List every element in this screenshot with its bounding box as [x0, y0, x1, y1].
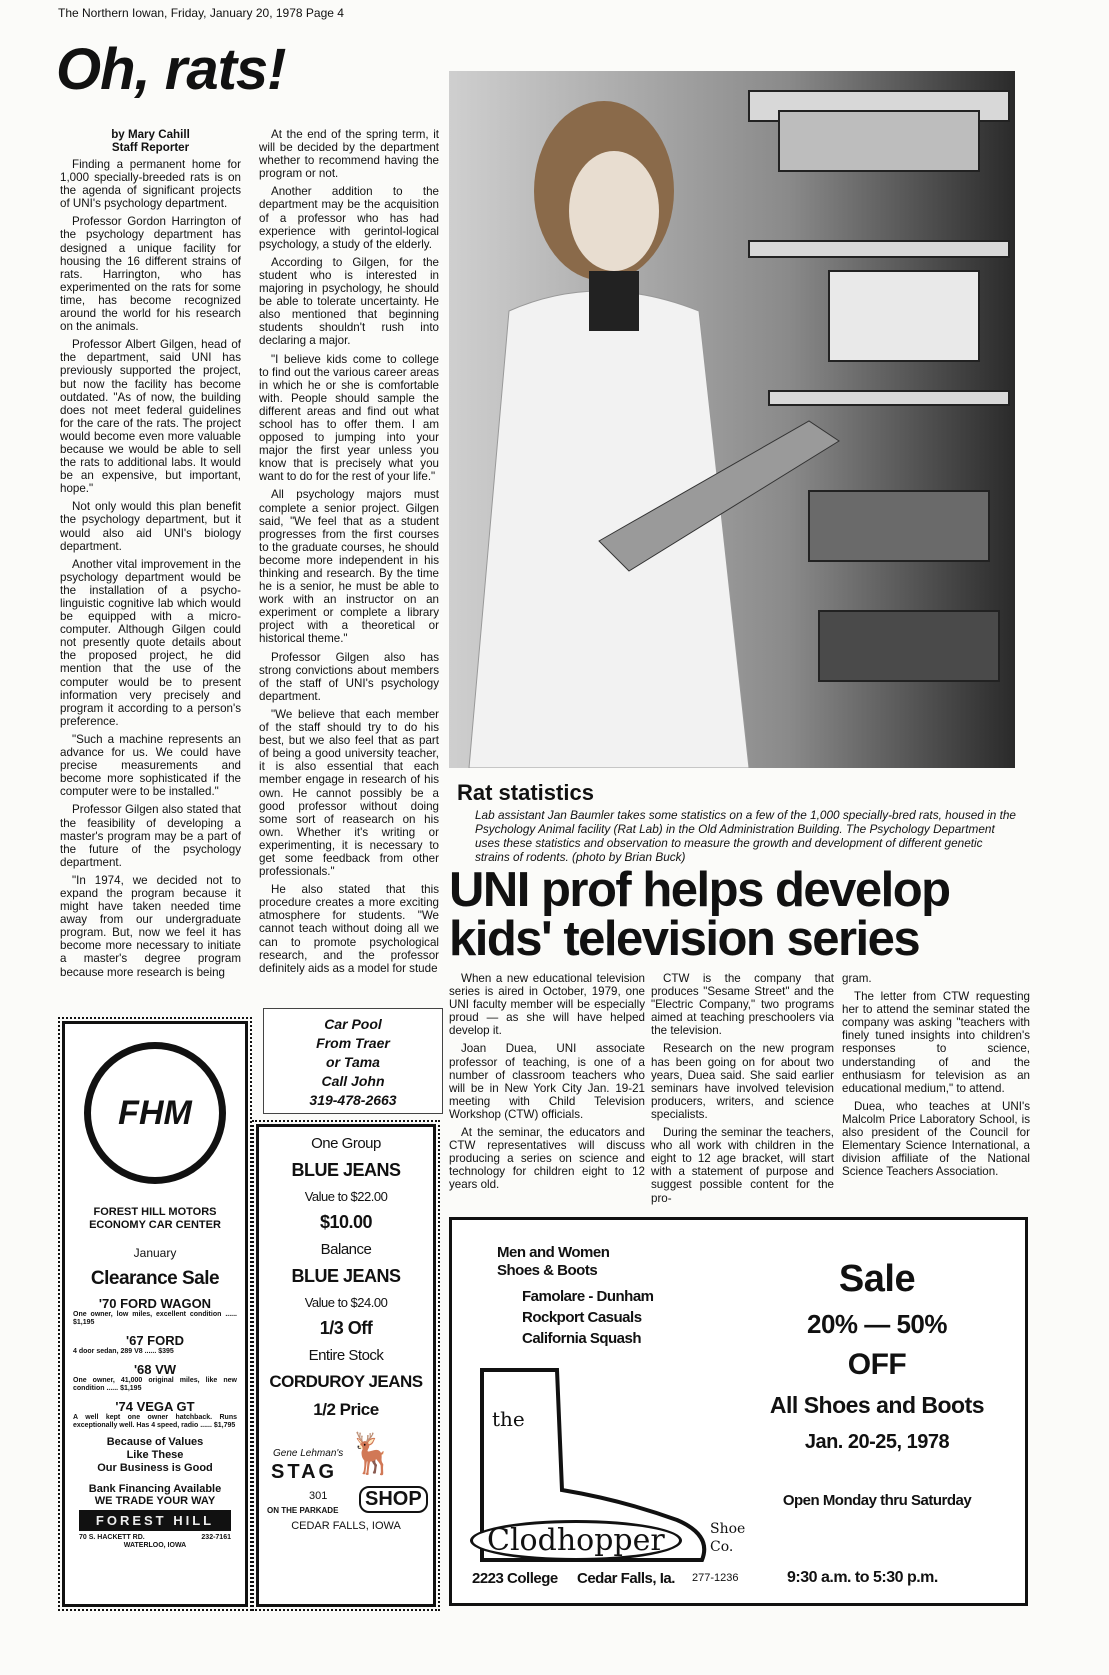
- paragraph: According to Gilgen, for the student who is interested in majoring in psychology, he should be able to tolerate uncertainty. He also mentioned that beginning students shouldn't rush into declaring a major.: [259, 255, 439, 348]
- photo-caption: Lab assistant Jan Baumler takes some statistics on a few of the 1,000 specially-bred rats, housed in the Psychology Animal facility (Rat Lab) in the Old Administration Building. The Psychology Department uses these statistics and observation to measure the growth and development of different genetic strains of rodents. (photo by Brian Buck): [475, 808, 1016, 864]
- paragraph: All psychology majors must complete a senior project. Gilgen said, "We feel that as a student progresses from the first courses to the graduate courses, he should become more independent in his thinking and research. By the time he is a senior, he must be able to work with an instructor on an experiment or complete a library project with a theoretical or historical theme.": [259, 488, 439, 646]
- paragraph: Professor Gordon Harrington of the psychology department has designed a unique facility for housing the 16 different strains of rats. Harrington, who has experimented on the rats for some time, has become recognized around the world for his research on the animals.: [60, 215, 241, 334]
- stag-offer-lines: [259, 1135, 433, 1420]
- brand: California Squash: [522, 1330, 642, 1347]
- paragraph: Professor Gilgen also has strong convictions about members of the staff of UNI's psychology department.: [259, 650, 439, 703]
- all-shoes: All Shoes and Boots: [769, 1392, 985, 1418]
- car-listing: '70 FORD WAGON One owner, low miles, excellent condition ...... $1,195: [73, 1296, 237, 1326]
- carpool-line: From Traer: [316, 1035, 390, 1051]
- the-text: the: [492, 1407, 525, 1431]
- brand: Famolare - Dunham: [522, 1288, 654, 1305]
- carpool-phone: 319-478-2663: [309, 1092, 397, 1108]
- car-listing: '74 VEGA GT A well kept one owner hatchback. Runs exceptionally well. Has 4 speed, radio ...... $1,795: [73, 1399, 237, 1429]
- paragraph: Joan Duea, UNI associate professor of teaching, is one of a number of classroom teachers who will be in New York City Jan. 19-21 meeting with Child Television Workshop (CTW) officials.: [449, 1042, 645, 1121]
- deer-icon: 🦌: [347, 1432, 397, 1476]
- paragraph: Another addition to the department may be the acquisition of a professor who has had experience with gerintol-logical psychology, a study of the elderly.: [259, 185, 439, 251]
- car-description: 4 door sedan, 289 V8: [73, 1348, 143, 1355]
- store-city: Cedar Falls, Ia.: [577, 1570, 675, 1587]
- stag-offer-line: CORDUROY JEANS: [269, 1372, 423, 1391]
- car-listing: '67 FORD 4 door sedan, 289 V8 ...... $395: [73, 1333, 237, 1356]
- paragraph: Finding a permanent home for 1,000 specially-breeded rats is on the agenda of significant projects of UNI's psychology department.: [60, 158, 241, 211]
- brand-list: [522, 1286, 654, 1349]
- stag-offer-line: Entire Stock: [308, 1347, 384, 1364]
- store-number: 301: [309, 1490, 328, 1502]
- sale-dates: Jan. 20-25, 1978: [804, 1431, 950, 1453]
- paragraph: Research on the new program has been going on for about two years, Duea said. She said earlier seminars have involved television producers, writers, and science specialists.: [651, 1042, 834, 1121]
- car-name: '67 FORD: [126, 1333, 184, 1348]
- forest-hill-logo: FHM: [84, 1042, 226, 1184]
- heading-line: Men and Women: [497, 1244, 610, 1261]
- sale-block: [732, 1258, 1022, 1509]
- car-name: '74 VEGA GT: [115, 1399, 195, 1414]
- paragraph: The letter from CTW requesting her to attend the seminar stated the company was asking "teachers with finely tuned insights into children's responses to science, understanding of and the enthusiasm for television as an educational medium," to attend.: [842, 990, 1030, 1095]
- paragraph: During the seminar the teachers, who all work with children in the eight to 12 age bracket, will start with a statement of purpose and suggest possible content for the pro-: [651, 1126, 834, 1205]
- car-listing: '68 VW One owner, 41,000 original miles, like new condition ...... $1,195: [73, 1362, 237, 1392]
- financing: Bank Financing Available: [88, 1483, 222, 1495]
- forest-hill-banner: FOREST HILL: [79, 1510, 231, 1531]
- lab-assistant-image: [449, 71, 1015, 768]
- car-price: $1,195: [73, 1319, 95, 1326]
- paragraph: Professor Gilgen also stated that the feasibility of developing a master's program may be a part of the future of the psychology department.: [60, 803, 241, 869]
- paragraph: At the seminar, the educators and CTW representatives will discuss producing a series on science and technology for children eight to 12 years old.: [449, 1126, 645, 1192]
- store-address: 2223 College: [472, 1570, 558, 1587]
- discount-range: 20% — 50%: [806, 1309, 948, 1339]
- stag-offer-line: 1/3 Off: [319, 1318, 373, 1338]
- shop-word: SHOP: [359, 1486, 428, 1513]
- stag-offer-line: Balance: [320, 1241, 372, 1258]
- stag-shop-ad: [256, 1124, 436, 1607]
- paragraph: Not only would this plan benefit the psychology department, but it would also aid UNI's biology department.: [60, 500, 241, 553]
- store-hours: 9:30 a.m. to 5:30 p.m.: [787, 1569, 938, 1586]
- sale-word: Sale: [838, 1258, 916, 1300]
- shoe-co: [710, 1520, 745, 1556]
- carpool-line: or Tama: [326, 1054, 380, 1070]
- slogan-line: Like These: [126, 1449, 184, 1461]
- paragraph: gram.: [842, 972, 872, 985]
- stag-offer-line: One Group: [311, 1135, 381, 1152]
- shoe-co-line: Shoe: [710, 1521, 746, 1537]
- trade-slogan: WE TRADE YOUR WAY: [94, 1495, 216, 1507]
- paragraph: Another vital improvement in the psychology department would be the installation of a psycho-linguistic cognitive lab which would be equipped with a micro-computer. Although Gilgen could not presently quote details about the proposed project, he did mention that the use of the computer would be to present information very precisely and program it according to a person's preference.: [60, 557, 241, 728]
- slogan-line: Because of Values: [106, 1436, 204, 1448]
- rats-column-2: [259, 128, 439, 1014]
- folio: The Northern Iowan, Friday, January 20, 1978 Page 4: [58, 6, 344, 20]
- open-days: Open Monday thru Saturday: [782, 1492, 972, 1509]
- stag-offer-line: 1/2 Price: [313, 1400, 379, 1419]
- shoe-co-line: Co.: [710, 1539, 734, 1555]
- heading-line: Shoes & Boots: [497, 1262, 598, 1279]
- carpool-line: Car Pool: [324, 1016, 382, 1032]
- rats-headline: Oh, rats!: [56, 37, 286, 102]
- sale-month: January: [133, 1246, 177, 1260]
- owner-name: Gene Lehman's: [273, 1448, 344, 1459]
- dealer-name: FOREST HILL MOTORS: [93, 1206, 217, 1218]
- dealer-subtitle: ECONOMY CAR CENTER: [89, 1219, 221, 1231]
- paragraph: At the end of the spring term, it will be decided by the department whether to recommend having the program or not.: [259, 128, 439, 181]
- car-description: One owner, low miles, excellent condition: [73, 1311, 222, 1318]
- stag-word: STAG: [271, 1461, 338, 1483]
- tv-column-1: [449, 972, 645, 1216]
- clodhopper-ad: [449, 1217, 1028, 1606]
- byline-name: by Mary Cahill: [111, 128, 190, 141]
- car-description: One owner, 41,000 original miles, like new condition: [73, 1377, 237, 1392]
- carpool-line: Call John: [321, 1073, 385, 1089]
- stag-offer-line: BLUE JEANS: [291, 1160, 401, 1180]
- paragraph: Duea, who teaches at UNI's Malcolm Price Laboratory School, is also president of the Council for Elementary Science International, a division affiliate of the National Science Teachers Association.: [842, 1099, 1030, 1179]
- shoes-heading: [497, 1244, 609, 1280]
- byline: [60, 128, 241, 154]
- lab-photo: [449, 71, 1015, 768]
- paragraph: Professor Albert Gilgen, head of the department, said UNI has previously supported the project, but now the facility has become outdated. "As of now, the building does not meet federal guidelines for the care of the rats. The project would become even more valuable because we would be able to sell the rats to additional labs. It would be an expensive, but important, hope.": [60, 338, 241, 496]
- clodhopper-logo: Clodhopper: [470, 1520, 682, 1561]
- car-name: '68 VW: [133, 1362, 177, 1377]
- dealer-address: 70 S. HACKETT RD.: [79, 1534, 145, 1541]
- stag-city: CEDAR FALLS, IOWA: [291, 1520, 401, 1532]
- tv-column-3: [842, 972, 1030, 1216]
- car-list: [65, 1296, 245, 1430]
- store-phone: 277-1236: [692, 1572, 739, 1584]
- forest-hill-motors-ad: [62, 1021, 248, 1607]
- paragraph: "In 1974, we decided not to expand the program because it might have taken needed time away from our undergraduate program. But, now we feel it has become more necessary to initiate a master's degree program because more research is being: [60, 873, 241, 979]
- stag-shop-logo: [259, 1428, 433, 1533]
- dealer-city: WATERLOO, IOWA: [123, 1542, 187, 1549]
- stag-offer-line: Value to $24.00: [304, 1295, 388, 1310]
- paragraph: "Such a machine represents an advance for us. We could have precise measurements and become more sophisticated if the computer were to be installed.": [60, 732, 241, 799]
- brand: Rockport Casuals: [522, 1309, 642, 1326]
- car-description: A well kept one owner hatchback. Runs exceptionally well. Has 4 speed, radio: [73, 1414, 237, 1429]
- sale-title: Clearance Sale: [90, 1268, 220, 1289]
- paragraph: When a new educational television series is aired in October, 1979, one UNI faculty member will be especially proud — as she will have helped develop it.: [449, 972, 645, 1038]
- car-price: $1,195: [120, 1385, 142, 1392]
- slogan-line: Our Business is Good: [97, 1462, 213, 1474]
- stag-offer-line: BLUE JEANS: [291, 1266, 401, 1286]
- paragraph: He also stated that this procedure creates a more exciting atmosphere for students. "We cannot teach without doing all we can to promote psychological research, and the professor definitely aids as a model for stude: [259, 883, 439, 975]
- car-price: $395: [158, 1348, 174, 1355]
- byline-title: Staff Reporter: [111, 141, 190, 154]
- photo-caption-heading: Rat statistics: [457, 780, 594, 805]
- paragraph: "We believe that each member of the staff should try to do his best, but we also feel that as part of being a good university teacher, it is also essential that each member engage in research of his own. He cannot possibly be a good professor without doing some sort of reasearch on his own. Whether it's writing or experimenting, it is necessary to get some feedback from other professionals.": [259, 707, 439, 879]
- dealer-phone: 232-7161: [201, 1534, 231, 1541]
- parkade: ON THE PARKADE: [267, 1506, 339, 1515]
- tv-column-2: [651, 972, 834, 1216]
- stag-offer-line: Value to $22.00: [304, 1189, 388, 1204]
- tv-headline: UNI prof helps develop kids' television series: [449, 863, 950, 966]
- rats-column-1: [60, 128, 241, 1014]
- off-word: OFF: [847, 1348, 907, 1381]
- car-pool-notice: [263, 1008, 443, 1114]
- car-price: $1,795: [213, 1422, 236, 1429]
- paragraph: CTW is the company that produces "Sesame Street" and the "Electric Company," two programs aimed at teaching preschoolers via the television.: [651, 972, 834, 1038]
- car-name: '70 FORD WAGON: [98, 1296, 212, 1311]
- stag-offer-line: $10.00: [319, 1212, 373, 1232]
- paragraph: "I believe kids come to college to find out the various career areas in which he or she is comfortable with. People should sample the different areas and find out what school has to offer them. I am opposed to jumping into your major the first year unless you know that is precisely what you want to do for the rest of your life.": [259, 352, 439, 484]
